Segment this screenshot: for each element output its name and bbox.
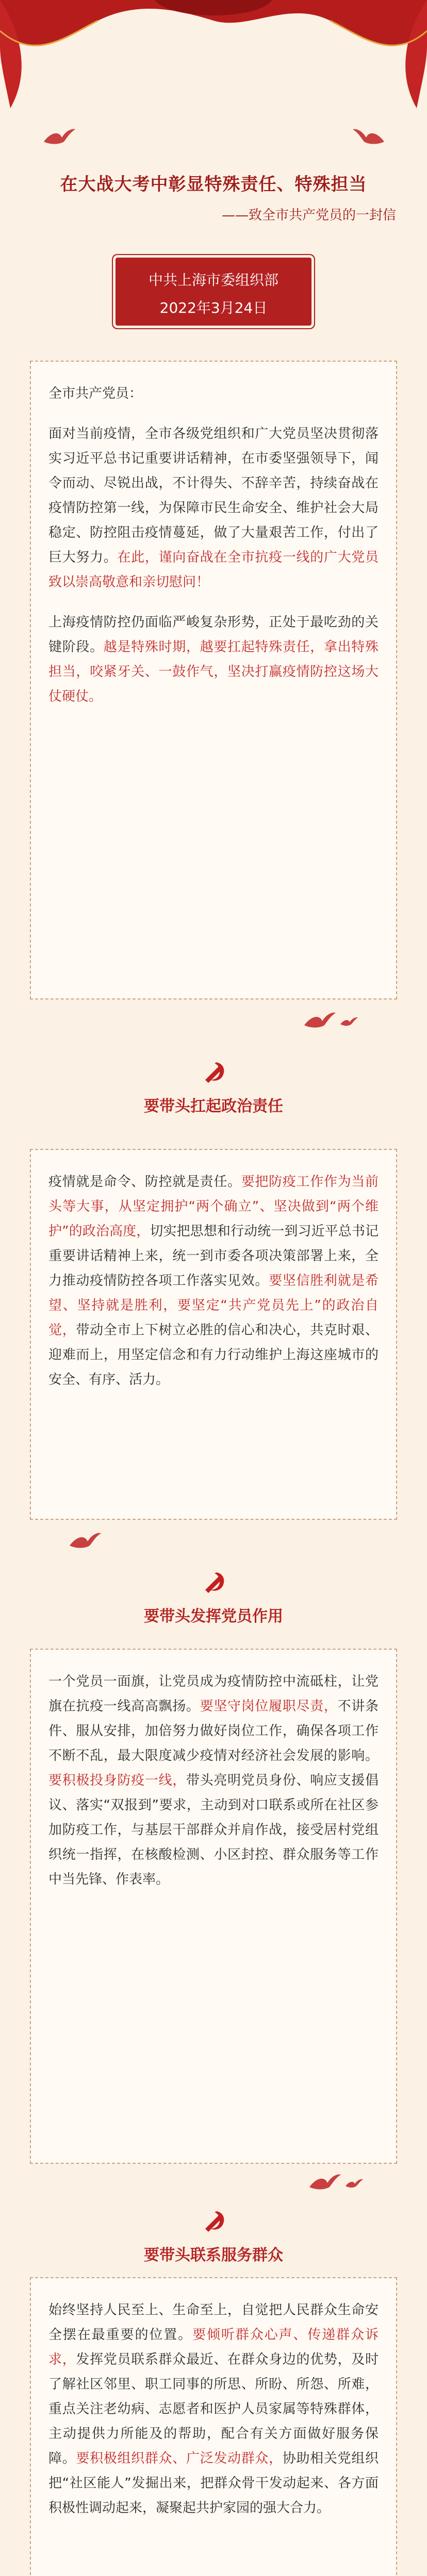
letter-paragraph-2 — [48, 610, 379, 709]
section-1-title: 要带头扛起政治责任 — [144, 1097, 283, 1115]
dove-icon — [41, 126, 77, 147]
section-3-paragraph — [48, 2298, 379, 2520]
red-curtain-decoration — [0, 0, 427, 118]
section-1-panel — [30, 1149, 397, 1520]
letter-p1-text: 面对当前疫情，全市各级党组织和广大党员坚决贯彻落实习近平总书记重要讲话精神，在市委坚强领导下，闻令而动、尽锐出战，不计得失、不辞辛苦，持续奋战在疫情防控第一线，为保障市民生命安全、维护社会大局稳定、防控阻击疫情蔓延，做了大量艰苦工作，付出了巨大努力。 — [48, 426, 379, 565]
letter-p2-highlight: 越是特殊时期，越要扛起特殊责任，拿出特殊担当，咬紧牙关、一鼓作气，坚决打赢疫情防控这场大仗硬仗。 — [48, 639, 379, 704]
section-1-text-c: 带动全市上下树立必胜的信心和决心，共克时艰、迎难而上，用坚定信念和有力行动维护上海这座城市的安全、有序、活力。 — [48, 1323, 379, 1387]
section-2-panel — [30, 1649, 397, 2164]
section-3-panel — [30, 2277, 397, 2576]
page-title: 在大战大考中彰显特殊责任、特殊担当 — [60, 174, 367, 195]
letter-p2-text: 上海疫情防控仍面临严峻复杂形势，正处于最吃劲的关键阶段。 — [48, 615, 379, 655]
section-3-text-a: 始终坚持人民至上、生命至上，自觉把人民群众生命安全摆在最重要的位置。 — [48, 2302, 379, 2343]
section-2-highlight-a: 要坚守岗位履职尽责， — [200, 1699, 338, 1714]
dove-icon — [67, 1530, 103, 1551]
section-2-highlight-b: 要积极投身防疫一线， — [48, 1773, 186, 1788]
section-2-paragraph — [48, 1669, 379, 1892]
section-2-text-b: 不讲条件、服从安排，加倍努力做好岗位工作，确保各项工作不断不乱，最大限度减少疫情对经济社会发展的影响。 — [48, 1699, 379, 1764]
section-2-text-c: 带头亮明党员身份、响应支援倡议、落实“双报到”要求，主动到对口联系或所在社区参加防疫工作，与基层干部群众并肩作战，接受居村党组织统一指挥，在核酸检测、小区封控、群众服务等工作中当先锋、作表率。 — [48, 1773, 379, 1887]
party-emblem-icon — [198, 1566, 229, 1597]
section-3-highlight-a: 要倾听群众心声、传递群众诉求， — [48, 2327, 379, 2367]
party-emblem-icon — [198, 1056, 229, 1087]
section-3-text-c: 协助相关党组织把“社区能人”发掘出来，把群众骨干发动起来、各方面积极性调动起来，凝聚起共护家园的强大合力。 — [48, 2451, 379, 2516]
section-1-header — [0, 1056, 427, 1118]
dove-icon — [299, 1010, 361, 1030]
section-1-paragraph — [48, 1170, 379, 1392]
section-1-highlight-b: 要坚信胜利就是希望、坚持就是胜利，要坚定“共产党员先上”的政治自觉， — [48, 1273, 379, 1338]
section-2-header — [0, 1566, 427, 1628]
party-emblem-icon — [198, 2205, 229, 2236]
section-3-header — [0, 2205, 427, 2267]
section-3-title: 要带头联系服务群众 — [144, 2246, 283, 2264]
dove-icon — [351, 126, 387, 147]
page-subtitle: ——致全市共产党员的一封信 — [221, 208, 396, 223]
section-1-highlight-a: 要把防疫工作作为当前头等大事，从坚定拥护“两个确立”、坚决做到“两个维护”的政治高度， — [48, 1174, 379, 1239]
issuer-date: 2022年3月24日 — [159, 299, 268, 316]
section-2-title: 要带头发挥党员作用 — [144, 1607, 283, 1625]
letter-p1-highlight: 在此，谨向奋战在全市抗疫一线的广大党员致以崇高敬意和亲切慰问！ — [48, 550, 379, 590]
letter-intro-panel — [30, 361, 397, 999]
section-3-text-b: 发挥党员联系群众最近、在群众身边的优势，及时了解社区邻里、职工同事的所思、所盼、所怨、所难，重点关注老幼病、志愿者和医护人员家属等特殊群体，主动提供力所能及的帮助，配合有关方面做好服务保障。 — [48, 2352, 379, 2466]
title-block — [21, 170, 406, 224]
section-1-text-a: 疫情就是命令、防控就是责任。 — [48, 1174, 241, 1190]
section-3-highlight-b: 要积极组织群众、广泛发动群众， — [76, 2451, 283, 2466]
section-2-text-a: 一个党员一面旗，让党员成为疫情防控中流砥柱，让党旗在抗疫一线高高飘扬。 — [48, 1674, 379, 1714]
letter-greeting: 全市共产党员： — [48, 386, 143, 401]
issuer-box — [116, 258, 311, 326]
letter-paragraph-1 — [48, 421, 379, 595]
issuer-org: 中共上海市委组织部 — [148, 272, 278, 289]
dove-icon — [304, 2172, 366, 2192]
section-1-text-b: 切实把思想和行动统一到习近平总书记重要讲话精神上来，统一到市委各项决策部署上来，全力推动疫情防控各项工作落实见效。 — [48, 1224, 379, 1289]
